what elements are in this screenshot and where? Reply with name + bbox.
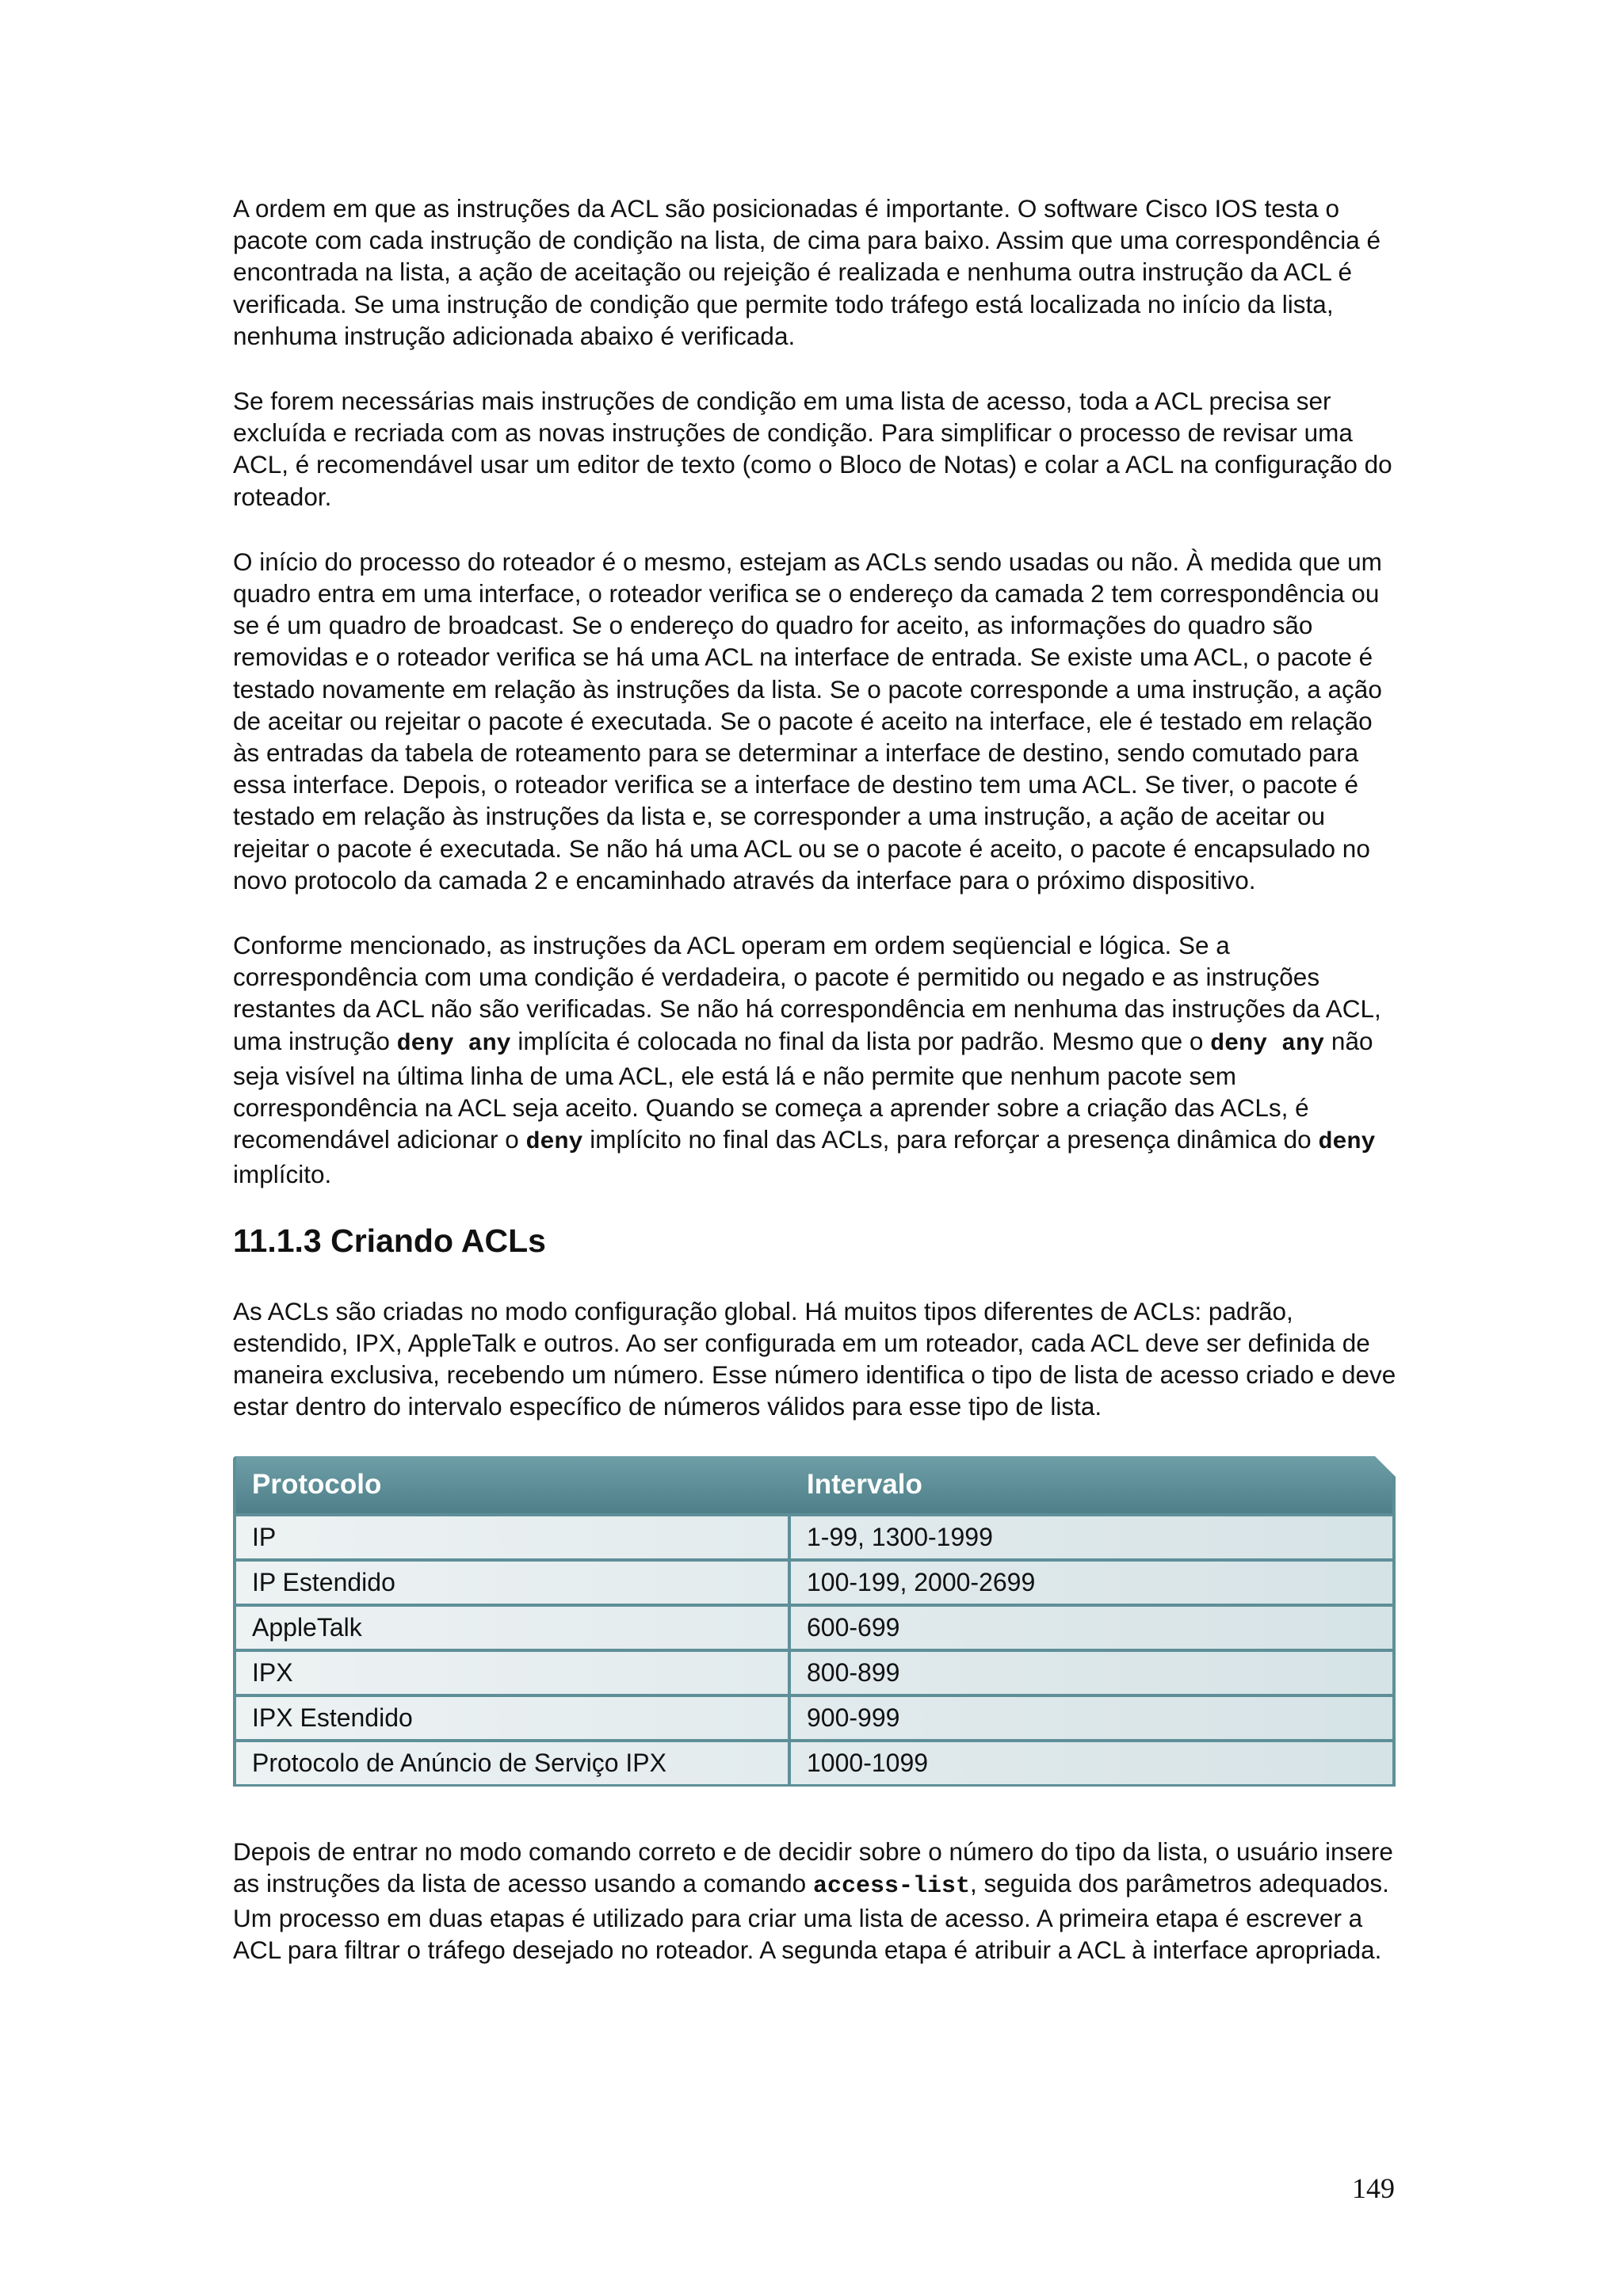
text-run: implícita é colocada no final da lista por padrão. Mesmo que o — [510, 1026, 1211, 1055]
acl-range-table — [233, 1456, 1396, 1787]
cell-range: 100-199, 2000-2699 — [807, 1567, 1036, 1596]
cell-range: 1000-1099 — [807, 1748, 929, 1777]
cell-protocol: Protocolo de Anúncio de Serviço IPX — [236, 1742, 791, 1784]
paragraph-router-process: O início do processo do roteador é o mesmo, estejam as ACLs sendo usadas ou não. À medida que um quadro entra em uma interface, o roteador verifica se o endereço da camada 2 tem correspondência ou se é um quadro de broadcast. Se o endereço do quadro for aceito, as informações do quadro são removidas e o roteador verifica se há uma ACL na interface de entrada. Se existe uma ACL, o pacote é testado novamente em relação às instruções da lista. Se o pacote corresponde a uma instrução, a ação de aceitar ou rejeitar o pacote é executada. Se o pacote é aceito na interface, ele é testado em relação às entradas da tabela de roteamento para se determinar a interface de destino, sendo comutado para essa interface. Depois, o roteador verifica se a interface de destino tem uma ACL. Se tiver, o pacote é testado em relação às instruções da lista e, se corresponder a uma instrução, a ação de aceitar ou rejeitar o pacote é executada. Se não há uma ACL ou se o pacote é aceito, o pacote é encapsulado no novo protocolo da camada 2 e encaminhado através da interface para o próximo dispositivo. — [233, 547, 1382, 894]
table-row — [236, 1697, 1392, 1739]
table-row — [236, 1742, 1392, 1784]
code-deny: deny — [1318, 1129, 1376, 1157]
page-content — [233, 193, 1398, 1999]
cell-protocol: IPX — [236, 1652, 791, 1694]
table-row — [236, 1607, 1392, 1649]
page-number: 149 — [1352, 2172, 1395, 2204]
paragraph-creating-acls: As ACLs são criadas no modo configuração global. Há muitos tipos diferentes de ACLs: padrão, estendido, IPX, AppleTalk e outros. Ao ser configurada em um roteador, cada ACL deve ser definida de maneira exclusiva, recebendo um número. Esse número identifica o tipo de lista de acesso criado e deve estar dentro do intervalo específico de números válidos para esse tipo de lista. — [233, 1296, 1396, 1421]
text-run: Depois de entrar no modo comando correto e de decidir sobre o número do tipo da lista, o usuário insere as instruções da lista de acesso usando a comando — [233, 1836, 1393, 1897]
paragraph-access-list-command — [233, 1836, 1398, 1966]
text-run: implícito no final das ACLs, para reforçar a presença dinâmica do — [582, 1125, 1319, 1154]
cell-protocol: IPX Estendido — [236, 1697, 791, 1739]
table-corner-cut — [1375, 1456, 1396, 1477]
cell-range: 900-999 — [807, 1703, 900, 1732]
text-run: não seja visível na última linha de uma ACL, ele está lá e não permite que nenhum pacote sem correspondência na ACL seja aceito. Quando se começa a aprender sobre a criação das ACLs, é recomendável adicionar o — [233, 1026, 1373, 1154]
table-header — [236, 1456, 1392, 1513]
paragraph-acl-order: A ordem em que as instruções da ACL são posicionadas é importante. O software Cisco IOS testa o pacote com cada instrução de condição na lista, de cima para baixo. Assim que uma correspondência é encontrada na lista, a ação de aceitação ou rejeição é realizada e nenhuma outra instrução da ACL é verificada. Se uma instrução de condição que permite todo tráfego está localizada no início da lista, nenhuma instrução adicionada abaixo é verificada. — [233, 194, 1381, 350]
cell-range: 800-899 — [807, 1657, 900, 1687]
cell-protocol: AppleTalk — [236, 1607, 791, 1649]
code-access-list: access-list — [812, 1872, 970, 1900]
text-run: , seguida dos parâmetros adequados. Um processo em duas etapas é utilizado para criar uma lista de acesso. A primeira etapa é escrever a ACL para filtrar o tráfego desejado no roteador. A segunda etapa é atribuir a ACL à interface apropriada. — [233, 1868, 1389, 1965]
code-deny-any: deny any — [396, 1030, 511, 1058]
cell-protocol: IP — [236, 1516, 791, 1558]
text-run: implícito. — [233, 1160, 332, 1189]
code-deny: deny — [525, 1129, 583, 1157]
table-row — [236, 1562, 1392, 1604]
code-deny-any: deny any — [1210, 1030, 1325, 1058]
cell-protocol: IP Estendido — [236, 1562, 791, 1604]
paragraph-acl-edit: Se forem necessárias mais instruções de condição em uma lista de acesso, toda a ACL precisa ser excluída e recriada com as novas instruções de condição. Para simplificar o processo de revisar uma ACL, é recomendável usar um editor de texto (como o Bloco de Notas) e colar a ACL na configuração do roteador. — [233, 387, 1392, 511]
table-row — [236, 1652, 1392, 1694]
table-row — [236, 1516, 1392, 1558]
paragraph-implicit-deny — [233, 929, 1398, 1191]
text-run: Conforme mencionado, as instruções da ACL operam em ordem seqüencial e lógica. Se a correspondência com uma condição é verdadeira, o pacote é permitido ou negado e as instruções restantes da ACL não são verificadas. Se não há correspondência em nenhuma das instruções da ACL, uma instrução — [233, 931, 1381, 1055]
cell-range: 1-99, 1300-1999 — [807, 1522, 993, 1551]
section-heading: 11.1.3 Criando ACLs — [233, 1222, 546, 1259]
header-range: Intervalo — [807, 1468, 922, 1500]
cell-range: 600-699 — [807, 1612, 900, 1642]
header-protocol: Protocolo — [252, 1468, 382, 1500]
